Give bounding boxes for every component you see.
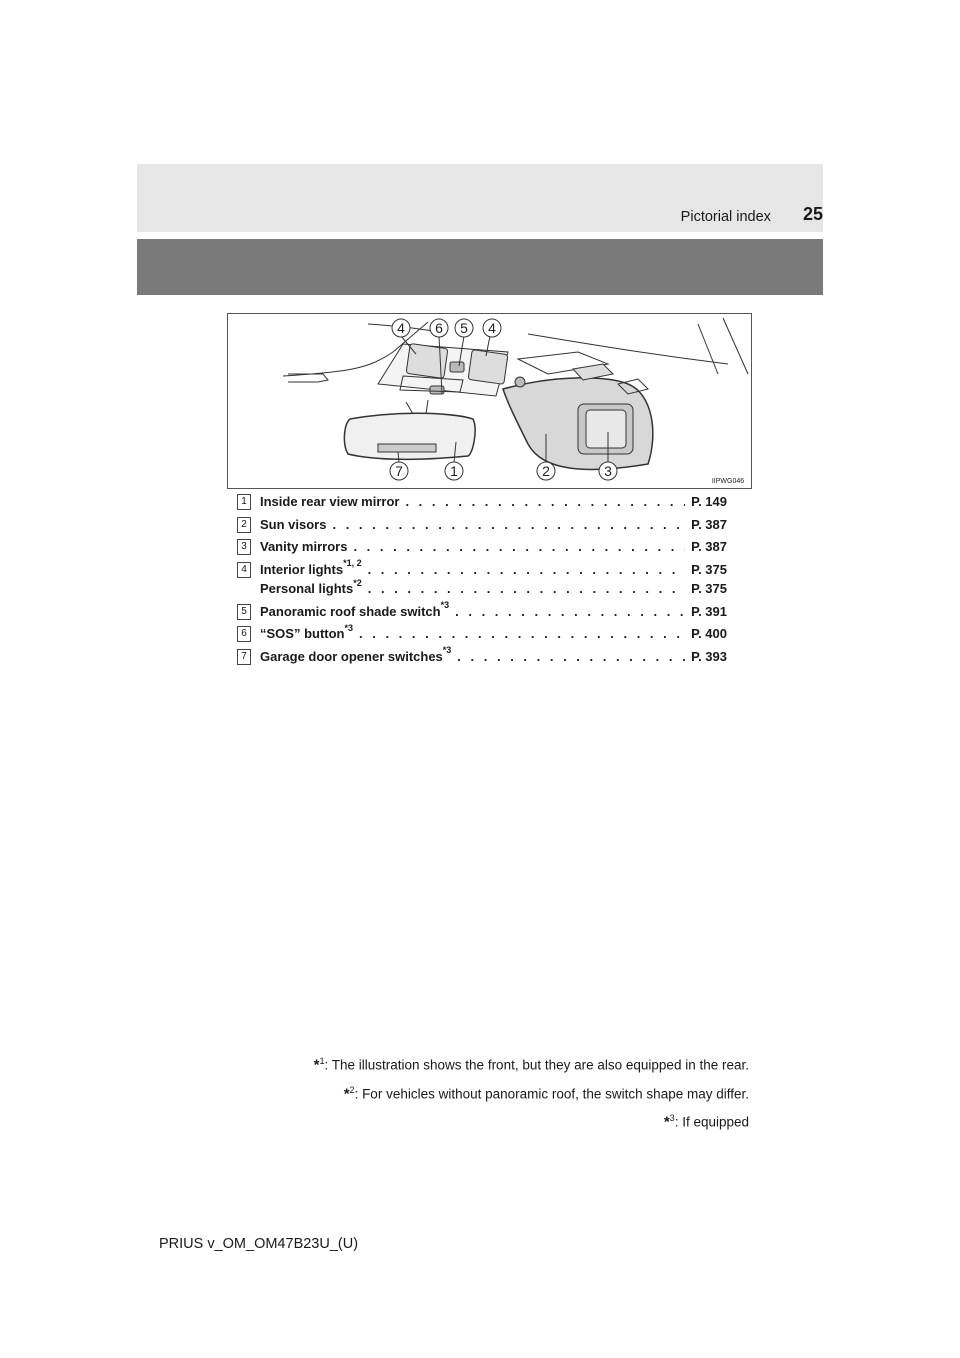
entry-footnote-ref: *2: [353, 577, 362, 588]
entry-row: [237, 622, 727, 649]
entry-row: [237, 577, 727, 604]
entry-number: 2: [237, 517, 251, 533]
entry-page-link[interactable]: P. 375: [691, 561, 727, 577]
overhead-console-illustration: [227, 313, 752, 489]
callout-bottom-3: 2: [542, 463, 550, 479]
callout-bottom-4: 3: [604, 463, 612, 479]
entry-label: “SOS” button$^{*3}$: [260, 622, 354, 641]
entry-row: [237, 600, 727, 627]
leader-dots: [368, 581, 685, 596]
page-header: [681, 205, 823, 226]
entry-label: Garage door opener switches$^{*3}$: [260, 645, 452, 664]
callout-top-3: 5: [460, 320, 468, 336]
entry-number: 6: [237, 626, 251, 642]
entry-footnote-ref: *3: [442, 645, 452, 656]
entry-row: [237, 645, 727, 672]
entry-label: Sun visors: [260, 516, 327, 532]
index-entries: [237, 494, 727, 671]
entry-page-link[interactable]: P. 387: [691, 516, 727, 532]
footnote: *$^1$: The illustration shows the front, but they are also equipped in the rear.: [313, 1056, 749, 1074]
entry-row: [237, 494, 727, 517]
entry-number: 7: [237, 649, 251, 665]
footnote: *$^2$: For vehicles without panoramic roof, the switch shape may differ.: [343, 1084, 749, 1102]
entry-label: Inside rear view mirror: [260, 494, 400, 509]
footnotes: [314, 1049, 749, 1135]
entry-row: [237, 517, 727, 540]
section-title: Pictorial index: [680, 209, 771, 225]
entry-label: Personal lights$^{*2}$: [260, 577, 362, 596]
entry-page-link[interactable]: P. 400: [691, 626, 727, 641]
entry-label: Panoramic roof shade switch$^{*3}$: [260, 600, 450, 619]
page-number: 25: [802, 204, 823, 224]
header-band: [137, 239, 823, 295]
entry-number: 3: [237, 539, 251, 555]
leader-dots: [405, 494, 685, 509]
callout-bottom-2: 1: [450, 463, 458, 479]
footnote: *$^3$: If equipped: [663, 1113, 749, 1131]
entry-footnote-ref: *3: [344, 622, 354, 633]
entry-page-link[interactable]: P. 387: [691, 539, 727, 554]
leader-dots: [332, 517, 685, 532]
entry-label: Vanity mirrors: [260, 539, 348, 554]
document-id: PRIUS v_OM_OM47B23U_(U): [159, 1236, 359, 1252]
leader-dots: [457, 649, 685, 664]
entry-row: [237, 539, 727, 562]
entry-number: 5: [237, 604, 251, 620]
leader-dots: [353, 539, 685, 554]
callout-top-2: 6: [435, 320, 443, 336]
figure-code: IIPWG046: [711, 478, 745, 485]
illustration-svg: [228, 314, 751, 488]
entry-number: 4: [237, 562, 251, 578]
callout-bottom-1: 7: [395, 463, 403, 479]
leader-dots: [368, 562, 686, 577]
entry-number: 1: [237, 494, 251, 510]
entry-page-link[interactable]: P. 375: [691, 581, 727, 596]
entry-page-link[interactable]: P. 149: [691, 494, 727, 509]
callout-top-4: 4: [488, 320, 496, 336]
callout-top-1: 4: [397, 320, 405, 336]
entry-footnote-ref: *1, 2: [343, 558, 362, 569]
entry-page-link[interactable]: P. 391: [691, 603, 727, 619]
entry-label: Interior lights$^{*1, 2}$: [260, 558, 362, 577]
entry-footnote-ref: *3: [440, 600, 450, 611]
leader-dots: [359, 626, 685, 641]
leader-dots: [455, 604, 685, 619]
entry-page-link[interactable]: P. 393: [691, 648, 727, 664]
